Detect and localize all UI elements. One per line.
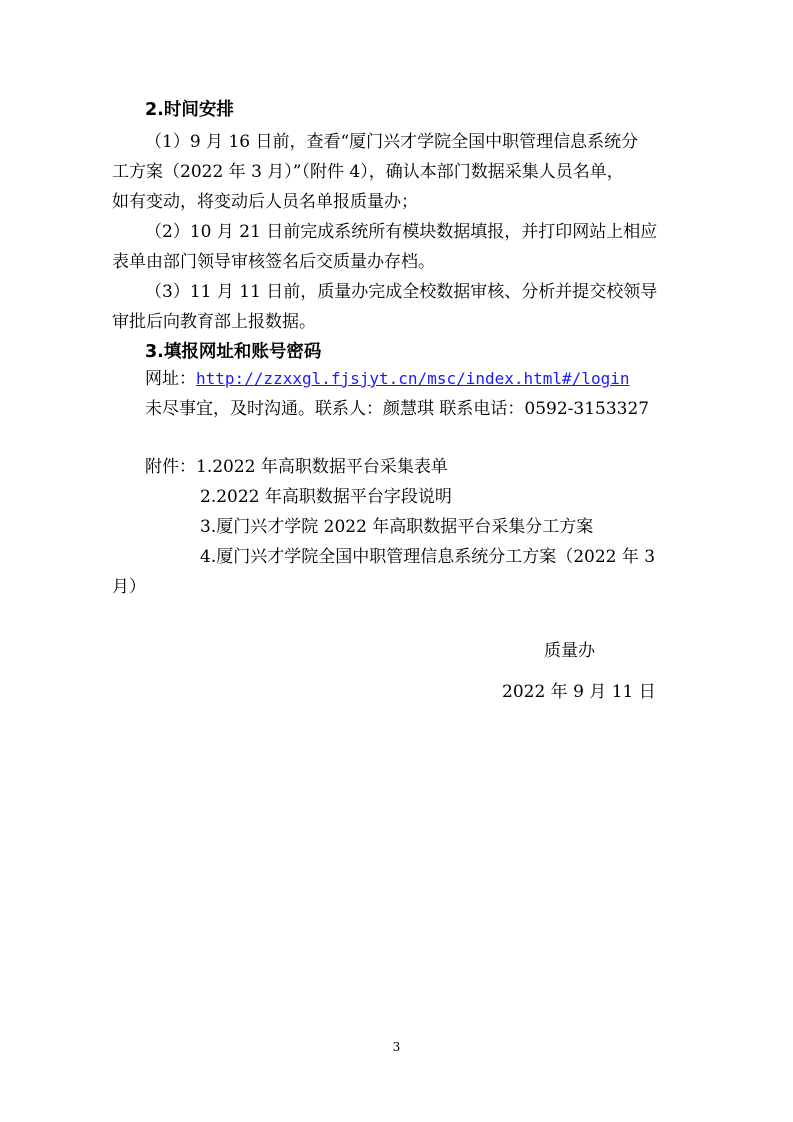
schedule-item-1-line-2: 工方案（2022 年 3 月）”（附件 4），确认本部门数据采集人员名单，: [112, 162, 624, 182]
signature-office: 质量办: [544, 641, 595, 661]
schedule-item-1-line-1: （1）9 月 16 日前，查看“厦门兴才学院全国中职管理信息系统分: [145, 132, 639, 152]
url-label: 网址：: [145, 369, 196, 389]
schedule-item-3-line-2: 审批后向教育部上报数据。: [112, 312, 316, 332]
page-number: 3: [392, 1040, 401, 1054]
schedule-item-1-line-3: 如有变动，将变动后人员名单报质量办；: [112, 192, 418, 212]
attachment-line-1: [145, 456, 448, 478]
login-url-link[interactable]: http://zzxxgl.fjsjyt.cn/msc/index.html#/login: [196, 369, 630, 388]
schedule-item-3-line-1: （3）11 月 11 日前，质量办完成全校数据审核、分析并提交校领导: [145, 282, 658, 302]
attachment-item-4: 4.厦门兴才学院全国中职管理信息系统分工方案（2022 年 3: [200, 547, 656, 567]
contact-line: 未尽事宜，及时沟通。联系人：颜慧琪 联系电话：0592-3153327: [145, 399, 650, 419]
attachment-item-4-wrap: 月）: [112, 577, 146, 597]
section-heading-schedule: 2.时间安排: [145, 100, 234, 120]
attachment-item-2: 2.2022 年高职数据平台字段说明: [200, 487, 452, 507]
url-line: [145, 368, 629, 390]
schedule-item-2-line-1: （2）10 月 21 日前完成系统所有模块数据填报，并打印网站上相应: [145, 222, 658, 242]
schedule-item-2-line-2: 表单由部门领导审核签名后交质量办存档。: [112, 252, 435, 272]
attachment-item-3: 3.厦门兴才学院 2022 年高职数据平台采集分工方案: [200, 517, 594, 537]
attachments-label: 附件：: [145, 457, 196, 477]
signature-date: 2022 年 9 月 11 日: [502, 682, 656, 702]
attachment-item-1: 1.2022 年高职数据平台采集表单: [196, 457, 448, 477]
section-heading-url-account: 3.填报网址和账号密码: [145, 342, 322, 362]
